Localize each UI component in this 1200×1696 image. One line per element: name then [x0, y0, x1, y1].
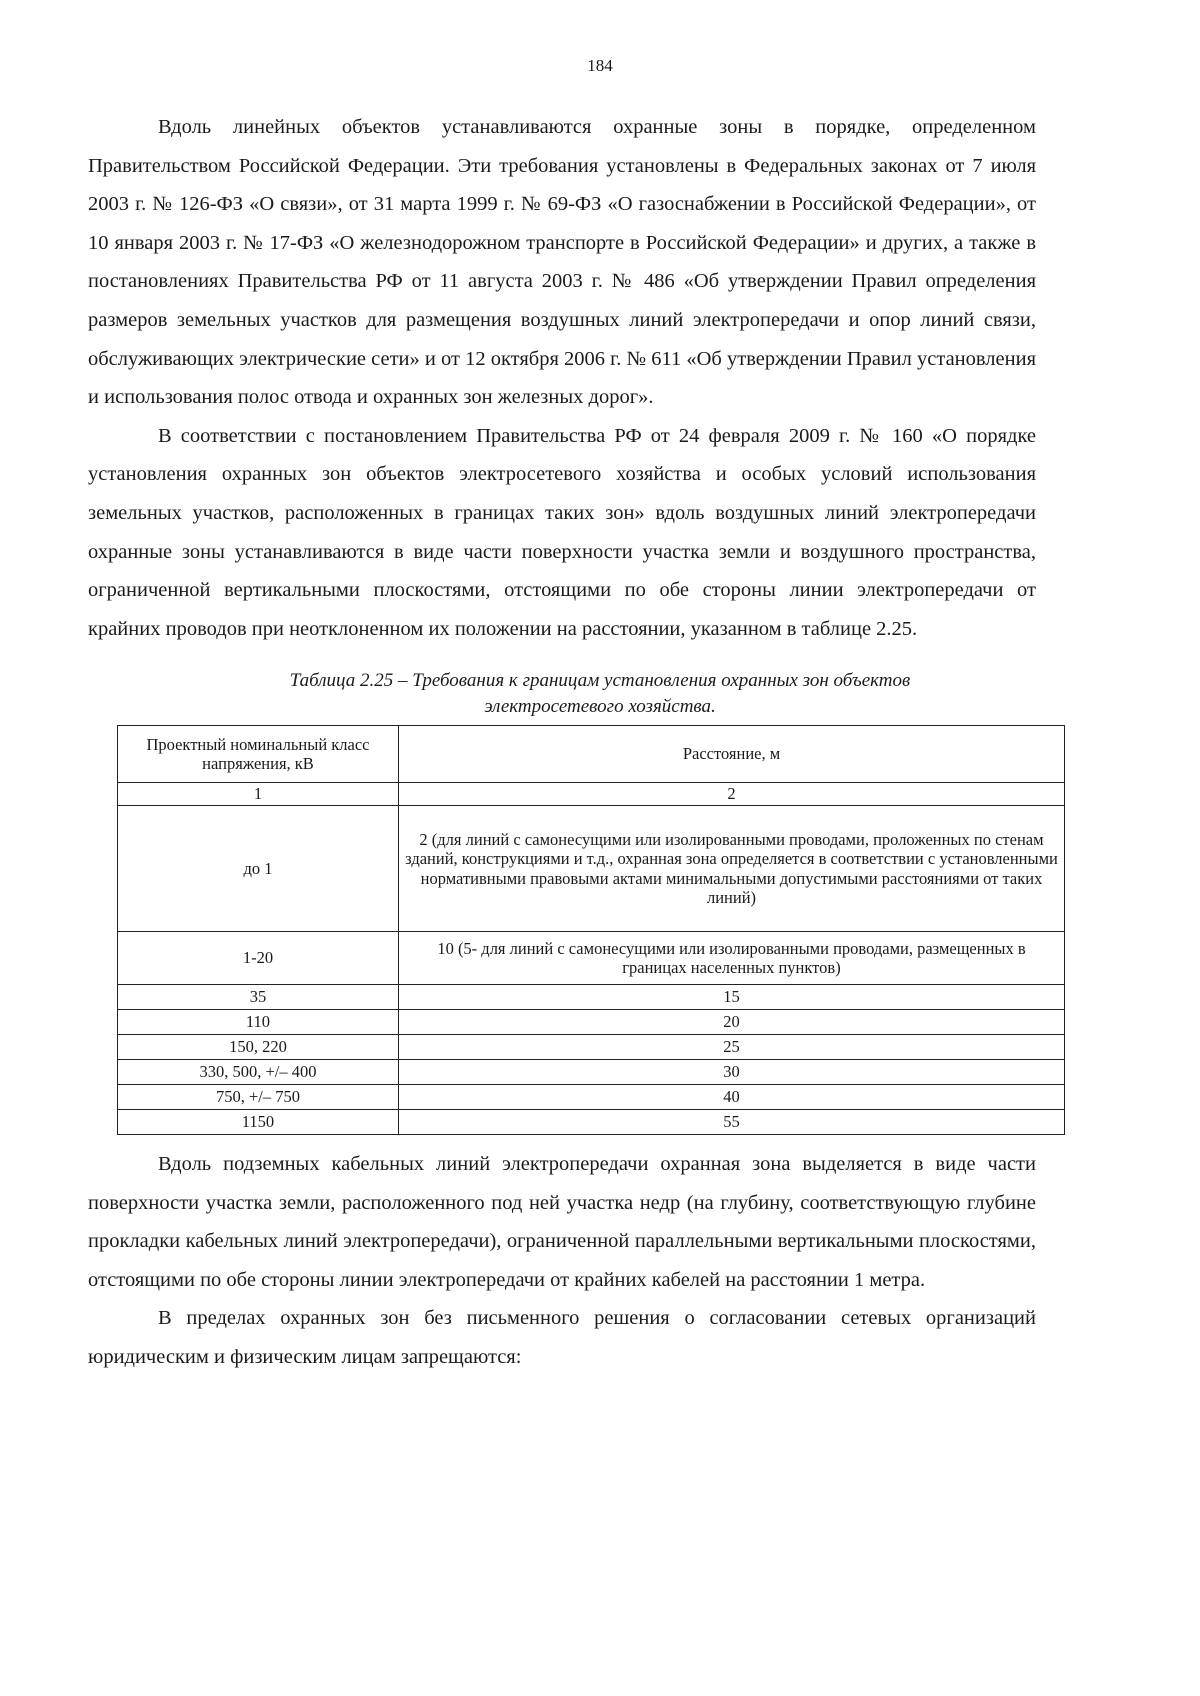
table-cell: 40 — [399, 1085, 1065, 1110]
table-cell: 750, +/– 750 — [118, 1085, 399, 1110]
paragraph: В соответствии с постановлением Правительства РФ от 24 февраля 2009 г. № 160 «О порядке установления охранных зон объектов электросетевого хозяйства и особых условий использования земельных участков, расположенных в границах таких зон» вдоль воздушных линий электропередачи охранные зоны устанавливаются в виде части поверхности участка земли и воздушного пространства, ограниченной вертикальными плоскостями, отстоящими по обе стороны линии электропередачи от крайних проводов при неотклоненном их положении на расстоянии, указанном в таблице 2.25. — [88, 424, 1036, 640]
table-caption — [0, 668, 1200, 720]
table-header-row — [118, 726, 1065, 783]
table-header-cell: Расстояние, м — [399, 726, 1065, 783]
paragraph: В пределах охранных зон без письменного решения о согласовании сетевых организаций юридическим и физическим лицам запрещаются: — [88, 1307, 1036, 1368]
table-cell: 25 — [399, 1035, 1065, 1060]
table-cell: 330, 500, +/– 400 — [118, 1060, 399, 1085]
table-cell: 55 — [399, 1110, 1065, 1135]
table-header-cell: Проектный номинальный класс напряжения, кВ — [118, 726, 399, 783]
table-cell: 150, 220 — [118, 1035, 399, 1060]
table-caption-line: электросетевого хозяйства. — [484, 696, 716, 717]
table-cell: 20 — [399, 1010, 1065, 1035]
table-cell: 2 — [399, 783, 1065, 806]
table-cell: 35 — [118, 985, 399, 1010]
table-row — [118, 806, 1065, 932]
table-row — [118, 1060, 1065, 1085]
table-row — [118, 932, 1065, 985]
paragraph: Вдоль линейных объектов устанавливаются охранные зоны в порядке, определенном Правительством Российской Федерации. Эти требования установлены в Федеральных законах от 7 июля 2003 г. № 126-ФЗ «О связи», от 31 марта 1999 г. № 69-ФЗ «О газоснабжении в Российской Федерации», от 10 января 2003 г. № 17-ФЗ «О железнодорожном транспорте в Российской Федерации» и других, а также в постановлениях Правительства РФ от 11 августа 2003 г. № 486 «Об утверждении Правил определения размеров земельных участков для размещения воздушных линий электропередачи и опор линий связи, обслуживающих электрические сети» и от 12 октября 2006 г. № 611 «Об утверждении Правил установления и использования полос отвода и охранных зон железных дорог». — [88, 116, 1036, 409]
table-column-numbers-row — [118, 783, 1065, 806]
table-cell: 2 (для линий с самонесущими или изолированными проводами, проложенных по стенам зданий, конструкциями и т.д., охранная зона определяется в соответствии с установленными нормативными правовыми актами минимальными допустимыми расстояниями от таких линий) — [399, 806, 1065, 932]
page-number: 184 — [587, 56, 613, 75]
protection-zones-table — [117, 725, 1065, 1135]
table-row — [118, 1010, 1065, 1035]
table-cell: 15 — [399, 985, 1065, 1010]
table-caption-line: Таблица 2.25 – Требования к границам установления охранных зон объектов — [289, 670, 911, 691]
table-cell: 1-20 — [118, 932, 399, 985]
table-cell: 10 (5- для линий с самонесущими или изолированными проводами, размещенных в границах населенных пунктов) — [399, 932, 1065, 985]
table-cell: 30 — [399, 1060, 1065, 1085]
table-row — [118, 1035, 1065, 1060]
table-cell: до 1 — [118, 806, 399, 932]
table-row — [118, 1085, 1065, 1110]
table-cell: 110 — [118, 1010, 399, 1035]
table-row — [118, 1110, 1065, 1135]
table-row — [118, 985, 1065, 1010]
text-block-top — [88, 108, 1036, 648]
paragraph: Вдоль подземных кабельных линий электропередачи охранная зона выделяется в виде части поверхности участка земли, расположенного под ней участка недр (на глубину, соответствующую глубине прокладки кабельных линий электропередачи), ограниченной параллельными вертикальными плоскостями, отстоящими по обе стороны линии электропередачи от крайних кабелей на расстоянии 1 метра. — [88, 1153, 1036, 1291]
text-block-bottom — [88, 1145, 1036, 1377]
table-cell: 1150 — [118, 1110, 399, 1135]
table-cell: 1 — [118, 783, 399, 806]
